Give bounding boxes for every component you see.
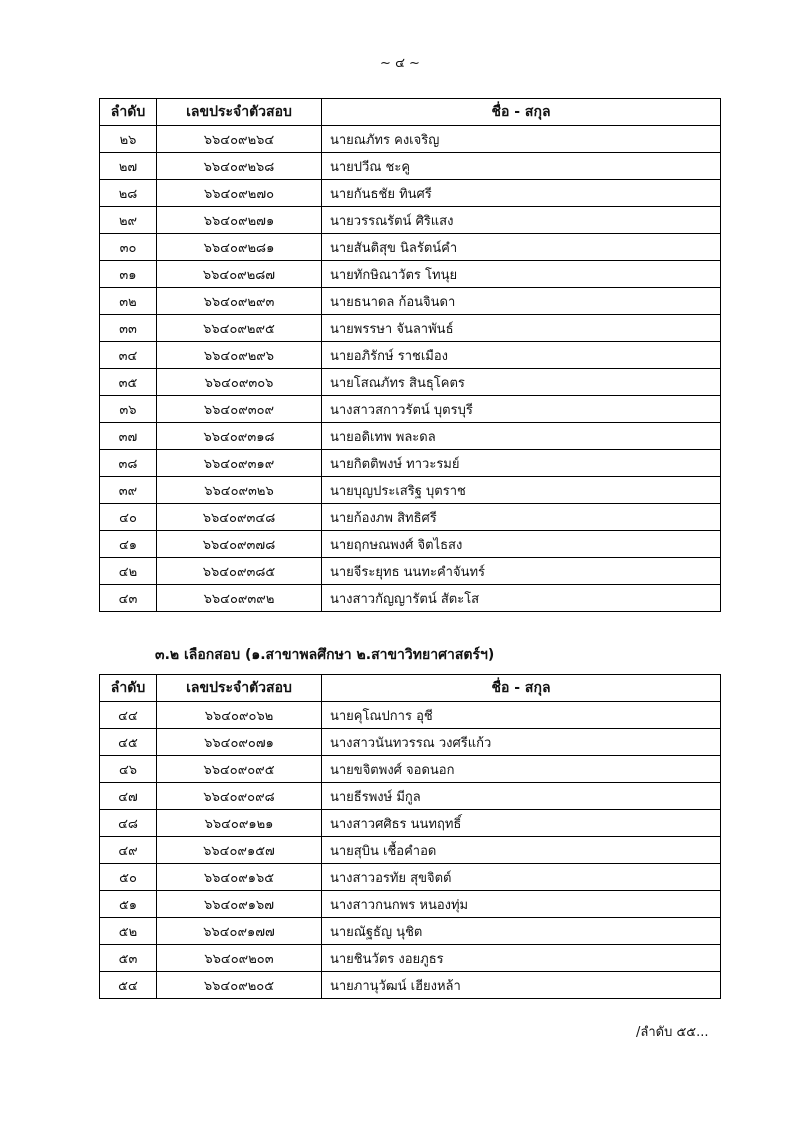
header-name: ชื่อ - สกุล: [322, 675, 721, 702]
table-row: [100, 864, 721, 891]
table-row: [100, 945, 721, 972]
name-cell: นางสาวอรทัย สุขจิตต์: [322, 864, 721, 891]
exam-id-cell: ๖๖๔๐๙๓๐๖: [157, 369, 322, 396]
seq-cell: ๔๕: [100, 729, 157, 756]
seq-cell: ๔๙: [100, 837, 157, 864]
name-cell: นางสาวกัญญารัตน์ สัตะโส: [322, 585, 721, 612]
table-body-1: [100, 126, 721, 612]
seq-cell: ๒๙: [100, 207, 157, 234]
seq-cell: ๕๑: [100, 891, 157, 918]
exam-id-cell: ๖๖๔๐๙๒๘๗: [157, 261, 322, 288]
seq-cell: ๓๗: [100, 423, 157, 450]
seq-cell: ๕๐: [100, 864, 157, 891]
seq-cell: ๕๓: [100, 945, 157, 972]
name-cell: นายอดิเทพ พละดล: [322, 423, 721, 450]
exam-id-cell: ๖๖๔๐๙๑๕๗: [157, 837, 322, 864]
name-cell: นายชินวัตร งอยภูธร: [322, 945, 721, 972]
exam-id-cell: ๖๖๔๐๙๒๐๕: [157, 972, 322, 999]
exam-id-cell: ๖๖๔๐๙๒๗๑: [157, 207, 322, 234]
exam-id-cell: ๖๖๔๐๙๑๖๕: [157, 864, 322, 891]
seq-cell: ๓๕: [100, 369, 157, 396]
name-cell: นายปวีณ ชะคู: [322, 153, 721, 180]
name-cell: นายจีระยุทธ นนทะคำจันทร์: [322, 558, 721, 585]
page-number: ~ ๔ ~: [380, 56, 420, 71]
seq-cell: ๓๘: [100, 450, 157, 477]
header-exam-id: เลขประจำตัวสอบ: [157, 99, 322, 126]
name-cell: นางสาวกนกพร หนองทุ่ม: [322, 891, 721, 918]
seq-cell: ๔๐: [100, 504, 157, 531]
exam-id-cell: ๖๖๔๐๙๐๖๒: [157, 702, 322, 729]
seq-cell: ๓๒: [100, 288, 157, 315]
seq-cell: ๔๖: [100, 756, 157, 783]
seq-cell: ๔๑: [100, 531, 157, 558]
table-row: [100, 234, 721, 261]
header-seq: ลำดับ: [100, 675, 157, 702]
table-row: [100, 837, 721, 864]
table-row: [100, 756, 721, 783]
table-row: [100, 288, 721, 315]
seq-cell: ๒๖: [100, 126, 157, 153]
exam-id-cell: ๖๖๔๐๙๒๙๓: [157, 288, 322, 315]
name-cell: นายสันติสุข นิลรัตน์คำ: [322, 234, 721, 261]
table-row: [100, 207, 721, 234]
seq-cell: ๓๖: [100, 396, 157, 423]
table-body-2: [100, 702, 721, 999]
header-exam-id: เลขประจำตัวสอบ: [157, 675, 322, 702]
exam-id-cell: ๖๖๔๐๙๒๖๔: [157, 126, 322, 153]
name-cell: นายวรรณรัตน์ ศิริแสง: [322, 207, 721, 234]
exam-id-cell: ๖๖๔๐๙๓๑๘: [157, 423, 322, 450]
exam-id-cell: ๖๖๔๐๙๓๔๘: [157, 504, 322, 531]
exam-id-cell: ๖๖๔๐๙๓๗๘: [157, 531, 322, 558]
table-row: [100, 918, 721, 945]
section-heading: ๓.๒ เลือกสอบ (๑.สาขาพลศึกษา ๒.สาขาวิทยาศาสตร์ฯ): [155, 647, 495, 663]
header-seq: ลำดับ: [100, 99, 157, 126]
exam-id-cell: ๖๖๔๐๙๒๘๑: [157, 234, 322, 261]
table-row: [100, 783, 721, 810]
exam-id-cell: ๖๖๔๐๙๓๐๙: [157, 396, 322, 423]
name-cell: นายฤกษณพงศ์ จิตไธสง: [322, 531, 721, 558]
table-row: [100, 315, 721, 342]
table-row: [100, 261, 721, 288]
header-name: ชื่อ - สกุล: [322, 99, 721, 126]
name-cell: นายธีรพงษ์ มีกูล: [322, 783, 721, 810]
seq-cell: ๔๒: [100, 558, 157, 585]
name-cell: นายกิตติพงษ์ ทาวะรมย์: [322, 450, 721, 477]
exam-id-cell: ๖๖๔๐๙๒๙๕: [157, 315, 322, 342]
table-row: [100, 891, 721, 918]
seq-cell: ๓๓: [100, 315, 157, 342]
name-cell: นางสาวสกาวรัตน์ บุตรบุรี: [322, 396, 721, 423]
seq-cell: ๓๑: [100, 261, 157, 288]
exam-id-cell: ๖๖๔๐๙๓๙๒: [157, 585, 322, 612]
candidate-table-1: [99, 98, 721, 612]
exam-id-cell: ๖๖๔๐๙๐๗๑: [157, 729, 322, 756]
seq-cell: ๔๘: [100, 810, 157, 837]
table-row: [100, 729, 721, 756]
table-row: [100, 810, 721, 837]
table-row: [100, 396, 721, 423]
table-row: [100, 585, 721, 612]
seq-cell: ๔๓: [100, 585, 157, 612]
name-cell: นายอภิรักษ์ ราชเมือง: [322, 342, 721, 369]
name-cell: นายณภัทร คงเจริญ: [322, 126, 721, 153]
exam-id-cell: ๖๖๔๐๙๑๖๗: [157, 891, 322, 918]
exam-id-cell: ๖๖๔๐๙๒๐๓: [157, 945, 322, 972]
name-cell: นายขจิตพงศ์ จอดนอก: [322, 756, 721, 783]
seq-cell: ๕๔: [100, 972, 157, 999]
exam-id-cell: ๖๖๔๐๙๑๗๗: [157, 918, 322, 945]
table-header-row: [100, 99, 721, 126]
exam-id-cell: ๖๖๔๐๙๐๙๘: [157, 783, 322, 810]
name-cell: นายกันธชัย ทินศรี: [322, 180, 721, 207]
exam-id-cell: ๖๖๔๐๙๒๗๐: [157, 180, 322, 207]
name-cell: นายธนาดล ก้อนจินดา: [322, 288, 721, 315]
table-row: [100, 558, 721, 585]
seq-cell: ๔๔: [100, 702, 157, 729]
exam-id-cell: ๖๖๔๐๙๒๙๖: [157, 342, 322, 369]
name-cell: นายคุโณปการ อุชี: [322, 702, 721, 729]
table-row: [100, 423, 721, 450]
seq-cell: ๓๐: [100, 234, 157, 261]
table-row: [100, 702, 721, 729]
table-row: [100, 180, 721, 207]
name-cell: นายก้องภพ สิทธิศรี: [322, 504, 721, 531]
exam-id-cell: ๖๖๔๐๙๐๙๕: [157, 756, 322, 783]
name-cell: นายโสณภัทร สินธุโคตร: [322, 369, 721, 396]
exam-id-cell: ๖๖๔๐๙๓๘๕: [157, 558, 322, 585]
table-row: [100, 369, 721, 396]
exam-id-cell: ๖๖๔๐๙๓๑๙: [157, 450, 322, 477]
table-row: [100, 126, 721, 153]
table-header-row: [100, 675, 721, 702]
name-cell: นายทักษิณาวัตร โทนุย: [322, 261, 721, 288]
name-cell: นางสาวนันทวรรณ วงศรีแก้ว: [322, 729, 721, 756]
continuation-note: /ลำดับ ๕๕...: [636, 1025, 709, 1040]
name-cell: นายพรรษา จันลาพันธ์: [322, 315, 721, 342]
exam-id-cell: ๖๖๔๐๙๓๒๖: [157, 477, 322, 504]
seq-cell: ๒๘: [100, 180, 157, 207]
table-row: [100, 972, 721, 999]
seq-cell: ๔๗: [100, 783, 157, 810]
name-cell: นางสาวศศิธร นนทฤทธิ์: [322, 810, 721, 837]
table-row: [100, 342, 721, 369]
table-row: [100, 153, 721, 180]
name-cell: นายบุญประเสริฐ บุตราช: [322, 477, 721, 504]
name-cell: นายณัฐธัญ นุชิต: [322, 918, 721, 945]
seq-cell: ๒๗: [100, 153, 157, 180]
seq-cell: ๓๔: [100, 342, 157, 369]
candidate-table-2: [99, 674, 721, 999]
seq-cell: ๓๙: [100, 477, 157, 504]
name-cell: นายสุบิน เชื้อคำอด: [322, 837, 721, 864]
seq-cell: ๕๒: [100, 918, 157, 945]
table-row: [100, 450, 721, 477]
table-row: [100, 477, 721, 504]
name-cell: นายภานุวัฒน์ เฮียงหล้า: [322, 972, 721, 999]
table-row: [100, 531, 721, 558]
exam-id-cell: ๖๖๔๐๙๒๖๘: [157, 153, 322, 180]
table-row: [100, 504, 721, 531]
exam-id-cell: ๖๖๔๐๙๑๒๑: [157, 810, 322, 837]
